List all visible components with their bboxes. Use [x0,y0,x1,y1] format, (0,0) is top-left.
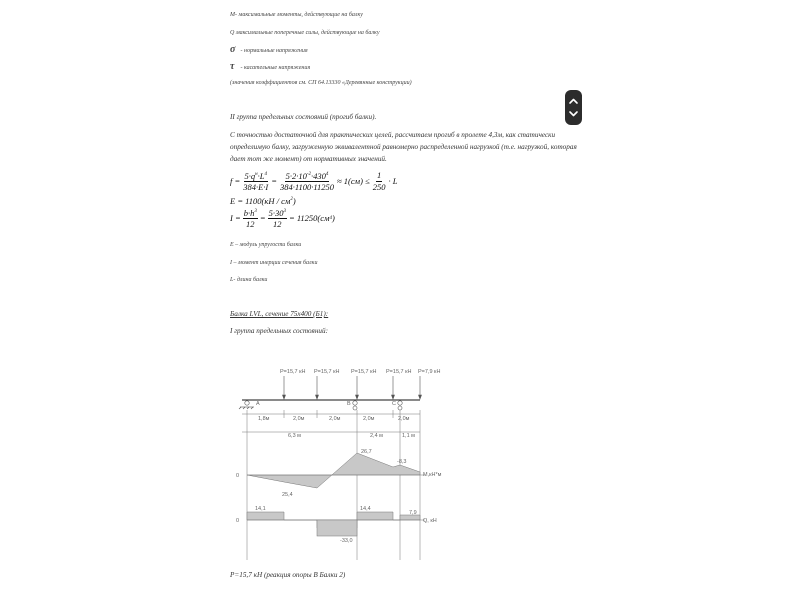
legend-sigma-line [230,44,308,55]
chevron-up-icon[interactable] [570,100,577,104]
formula-e: $E = 1100(кН / см^2)$ [230,195,296,206]
span-2: 2,0м [293,416,305,422]
def-e: E – модуль упругости балки [230,242,302,248]
shear-axis-label: Q, кН [423,518,437,524]
span-4: 2,0м [363,416,375,422]
shear-value-1: 14,1 [255,506,266,512]
shear-value-3: 7,9 [409,510,417,516]
moment-value-3: 25,4 [282,492,293,498]
f-lhs: f = [230,176,241,186]
span-total-2: 2,4 м [370,433,383,439]
dimension-lines [242,410,420,560]
load-arrows [283,376,422,399]
f-approx: ≈ 1(см) ≤ [337,176,370,186]
f-eq1: = [271,176,278,186]
span-total-3: 1,1 м [402,433,415,439]
f-frac2: $\frac{5\cdot 2\cdot 10^{-2}\cdot 430^4}{384\cdot 1100\cdot 11250}$ [280,170,335,193]
moment-value-2: -8,3 [397,459,407,465]
support-label-b: B [347,401,351,407]
scroll-control[interactable] [565,90,582,125]
tau-text: - касательные напряжения [240,65,311,71]
def-i: I – момент инерции сечения балки [230,260,318,266]
load-label-2: P=15,7 кН [314,369,340,375]
legend-tau-line [230,61,310,72]
support-label-c: C [392,401,396,407]
moment-zero: 0 [236,473,240,479]
load-label-3: P=15,7 кН [351,369,377,375]
tau-symbol: τ [230,61,235,72]
load-label-5: P=7,9 кН [418,369,441,375]
span-total-1: 6,3 м [288,433,301,439]
def-l: L- длина балки [230,277,268,283]
span-1: 1,8м [258,416,270,422]
shear-value-4: -33,0 [340,538,353,544]
span-3: 2,0м [329,416,341,422]
span-5: 2,0м [398,416,410,422]
section2-paragraph: С точностью достаточной для практических целей, рассчитаем прогиб в пролете 4,3м, как статически определимую балку, загруженную эквивалентной равномерно распределенной нагрузкой (т.е. нагрузкой, которая дает тот же момент) от нормативных значений. [230,131,577,163]
shear-diagram [247,512,425,536]
support-b [353,401,357,410]
support-c [398,401,402,410]
reaction-note: P=15,7 кН (реакция опоры В Балки 2) [230,571,346,579]
shear-value-2: 14,4 [360,506,371,512]
lvl-heading: Балка LVL, сечение 75х400 (Б1): [230,310,329,318]
i-frac1: $\frac{b\cdot h^3}{12}$ [243,207,257,230]
beam-diagram [230,362,465,560]
section2-heading: II группа предельных состояний (прогиб балки). [230,113,377,121]
support-label-a: A [256,401,260,407]
support-a [239,401,254,409]
load-label-1: P=15,7 кН [280,369,306,375]
f-frac3: $\frac{1}{250}$ [372,169,386,192]
load-label-4: P=15,7 кН [386,369,412,375]
legend-q-line: Q максимальные поперечные силы, действующие на балку [230,30,380,36]
chevron-down-icon[interactable] [570,112,577,116]
i-frac2: $\frac{5\cdot 30^3}{12}$ [268,207,286,230]
legend-note: (значения коэффициентов см. СП 64.13330 «Деревянные конструкции) [230,80,412,86]
sigma-symbol: σ [230,44,236,55]
f-frac1: $\frac{5\cdot q^н\cdot L^4}{384\cdot E\cdot I}$ [243,170,269,193]
moment-axis-label: M,кН*м [423,472,442,478]
f-tail: · L [388,176,398,186]
moment-value-1: 26,7 [361,449,372,455]
sigma-text: - нормальные напряжения [240,48,308,54]
lvl-subheading: I группа предельных состояний: [230,327,328,335]
shear-zero: 0 [236,518,240,524]
formula-i: I = $\frac{b\cdot h^3}{12}$ = $\frac{5\cdot 30^3}{12}$ = 11250(см 4 ) [230,207,335,230]
legend-m-line: M- максимальные моменты, действующие на балку [230,12,363,18]
formula-deflection [230,170,397,229]
